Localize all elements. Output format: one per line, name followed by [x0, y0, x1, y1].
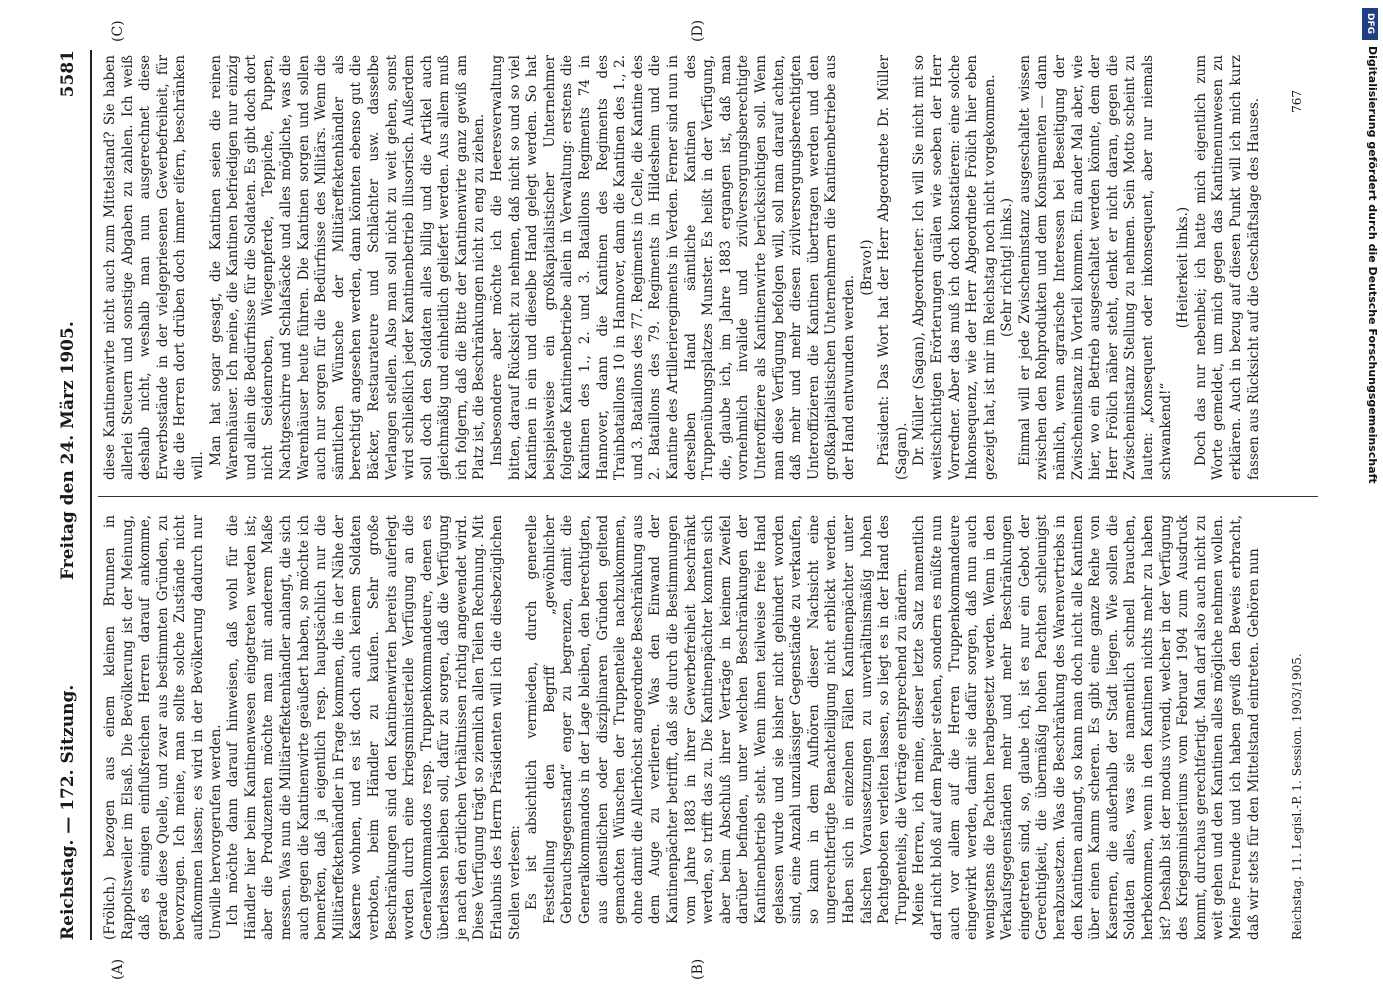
paragraph: diese Kantinenwirte nicht auch zum Mittelstand? Sie haben allerlei Steuern und sonstige Abgaben zu zahlen. Ich weiß deshalb nicht, weshalb man nun ausgerechnet diese Erwerbsstände in der vielgepriesenen Gewerbefreiheit, für die die Herren dort drüben doch immer eifern, beschränken will.: [102, 55, 206, 480]
interjection: (Sehr richtig! links.): [999, 197, 1016, 338]
interjection: (Bravo!): [858, 239, 875, 296]
column-divider: [98, 496, 1318, 497]
left-column: [102, 515, 1263, 940]
footer-source: Reichstag. 11. Legisl.-P. 1. Session. 1903/1905.: [1290, 653, 1304, 940]
page-footer: [1290, 50, 1304, 940]
page-number: 5581: [58, 50, 78, 98]
quoted-paragraph: Es ist absichtlich vermieden, durch generelle Feststellung den Begriff „gewöhnlicher Gebrauchsgegenstand“ enger zu begrenzen, damit die Generalkommandos in der Lage bleiben, den berechtigten, aus dienstlichen oder disziplinaren Gründen geltend gemachten Wünschen der Truppenteile nachzukommen, ohne damit die Allerhöchst angeordnete Beschränkung aus dem Auge zu verlieren. Was den Einwand der Kantinenpächter betrifft, daß sie durch die Bestimmungen vom Jahre 1883 in ihrer Gewerbefreiheit beschränkt werden, so trifft das zu. Die Kantinenpächter konnten sich aber beim Abschluß ihrer Verträge in keinem Zweifel darüber befinden, unter welchen Beschränkungen der Kantinenbetrieb steht. Wenn ihnen teilweise freie Hand gelassen wurde und sie bisher nicht gehindert worden sind, eine Anzahl unzulässiger Gegenstände zu verkaufen, so kann in dem Aufhören dieser Nachsicht eine ungerechtfertigte Benachteiligung nicht erblickt werden. Haben sich in einzelnen Fällen Kantinenpächter unter falschen Voraussetzungen zu unverhältnismäßig hohen Pachtgeboten verleiten lassen, so liegt es in der Hand des Truppenteils, die Verträge entsprechend zu ändern.: [524, 515, 910, 924]
margin-marker-c: (C): [110, 20, 126, 42]
paragraph: Meine Herren, ich meine, dieser letzte Satz namentlich darf nicht bloß auf dem Papier stehen, sondern es müßte nun auch vor allem auf die Herren Truppenkommandeure eingewirkt werden, damit sie dafür sorgen, daß nun auch wenigstens die Pachten herabgesetzt werden. Wenn in den Verkaufsgegenständen mehr und mehr Beschränkungen eingetreten sind, so, glaube ich, ist es nur ein Gebot der Gerechtigkeit, die übermäßig hohen Pachten schleunigst herabzusetzen. Was die Beschränkung des Warenvertriebs in den Kantinen anlangt, so kann man doch nicht alle Kantinen über einen Kamm scheren. Es gibt eine ganze Reihe von Kasernen, die außerhalb der Stadt liegen. Wie sollen die Soldaten alles, was sie namentlich schnell brauchen, herbekommen, wenn in den Kantinen nichts mehr zu haben ist? Deshalb ist der modus vivendi, welcher in der Verfügung des Kriegsministeriums vom Februar 1904 zum Ausdruck kommt, durchaus gerechtfertigt. Man darf also auch nicht zu weit gehen und den Kantinen alles mögliche nehmen wollen. Meine Freunde und ich haben gewiß den Beweis erbracht, daß wir stets für den Mittelstand eintreten. Gehören nun: [911, 515, 1262, 940]
page-header: [50, 50, 92, 940]
paragraph: Doch das nur nebenbei; ich hatte mich eigentlich zum Worte gemeldet, um mich gegen das Kantinenunwesen zu erklären. Auch in bezug auf diesen Punkt will ich mich kurz fassen aus Rücksicht auf die Geschäftslage des Hauses.: [1192, 55, 1262, 480]
header-left: Reichstag. — 172. Sitzung.: [58, 684, 78, 940]
dfg-logo: DFG: [1362, 8, 1378, 40]
paragraph: Einmal will er jede Zwischeninstanz ausgeschaltet wissen zwischen den Rohprodukten und dem Konsumenten — dann nämlich, wenn agrarische Interessen bei Beseitigung der Zwischeninstanz in Vorteil kommen. Ein ander Mal aber, wie hier, wo ein Betrieb ausgeschaltet werden könnte, dem der Herr Frölich näher steht, denkt er nicht daran, gegen die Zwischeninstanz Stellung zu nehmen. Sein Motto scheint zu lauten: „Konsequent oder inkonsequent, aber nur niemals schwankend!“: [1016, 55, 1174, 480]
margin-marker-d: (D): [690, 19, 706, 42]
paragraph: Ich möchte dann darauf hinweisen, daß wohl für die Händler hier beim Kantinenwesen eingetreten werden ist; aber die Produzenten möchte man mit anderem Maße messen. Was nun die Militäreffektenhändler anlangt, die sich auch gegen die Kantinenwirte geäußert haben, so möchte ich bemerken, daß ja eigentlich resp. hauptsächlich nur die Militäreffektenhändler in Frage kommen, die in der Nähe der Kaserne wohnen, und es ist doch auch keinem Soldaten verboten, beim Händler zu kaufen. Sehr große Beschränkungen sind den Kantinenwirten bereits auferlegt worden durch eine kriegsministerielle Verfügung an die Generalkommandos resp. Truppenkommandeure, denen es überlassen bleiben soll, dafür zu sorgen, daß die Verfügung je nach den örtlichen Verhältnissen richtig angewendet wird. Diese Verfügung trägt so ziemlich allen Teilen Rechnung. Mit Erlaubnis des Herrn Präsidenten will ich die diesbezüglichen Stellen verlesen:: [225, 515, 523, 940]
dfg-credit: [1361, 6, 1379, 996]
margin-marker-a: (A): [110, 958, 126, 980]
paragraph: Insbesondere aber möchte ich die Heeresverwaltung bitten, darauf Rücksicht zu nehmen, daß nicht so und so viel Kantinen in ein und dieselbe Hand gelegt werden. So hat beispielsweise ein großkapitalistischer Unternehmer folgende Kantinenbetriebe allein in Verwaltung: erstens die Kantinen des 1., 2. und 3. Bataillons Regiments 74 in Hannover, dann die Kantinen des Regiments des Trainbataillons 10 in Hannover, dann die Kantinen des 1., 2. und 3. Bataillons des 77. Regiments in Celle, die Kantine des 2. Bataillons des 79. Regiments in Hildesheim und die Kantine des Artillerieregiments in Verden. Ferner sind nun in derselben Hand sämtliche Kantinen des Truppenübungsplatzes Munster. Es heißt in der Verfügung, die, glaube ich, im Jahre 1883 ergangen ist, daß man vornehmlich invalide und zivilversorgungsberechtigte Unteroffiziere als Kantinenwirte berücksichtigen soll. Wenn man diese Verfügung befolgen will, soll man darauf achten, daß mehr und mehr diesen zivilversorgungsberechtigten Unteroffizieren die Kantinen übertragen werden und den großkapitalistischen Unternehmern die Kantinenbetriebe aus der Hand entwunden werden.: [489, 55, 857, 480]
right-column: [102, 55, 1263, 480]
paragraph: (Frölich.) bezogen aus einem kleinen Brunnen in Rappoltsweiler im Elsaß. Die Bevölkerung ist der Meinung, daß es einigen einflußreichen Herren darauf ankomme, gerade diese Quelle, und zwar aus bestimmten Gründen, zu bevorzugen. Ich meine, man sollte solche Zustände nicht aufkommen lassen; es wird in der Bevölkerung dadurch nur Unwille hervorgerufen werden.: [102, 515, 224, 940]
margin-marker-b: (B): [690, 958, 706, 980]
paragraph: Man hat sogar gesagt, die Kantinen seien die reinen Warenhäuser. Ich meine, die Kantinen befriedigen nur einzig und allein die Bedürfnisse für die Soldaten. Es gibt doch dort nicht Seidenroben, Wiegenpferde, Teppiche, Puppen, Nachtgeschirre und Schlafsäcke und alles mögliche, was die Warenhäuser heute führen. Die Kantinen sorgen und sollen auch nur sorgen für die Bedürfnisse des Militärs. Wenn die sämtlichen Wünsche der Militäreffektenhändler als berechtigt angesehen werden, dann könnten ebenso gut die Bäcker, Restaurateure und Schlächter usw. dasselbe Verlangen stellen. Also man soll nicht zu weit gehen, sonst wird schließlich jeder Kantinenbetrieb illusorisch. Außerdem soll doch den Soldaten alles billig und die Artikel auch gleichmäßig und einheitlich geliefert werden. Aus allem muß ich folgern, daß die Bitte der Kantinenwirte ganz gewiß am Platz ist, die Beschränkungen nicht zu eng zu ziehen.: [207, 55, 488, 480]
header-date: Freitag den 24. März 1905.: [58, 321, 78, 580]
speaker-paragraph: Dr. Müller (Sagan), Abgeordneter: Ich will Sie nicht mit so weitschichtigen Erörterungen quälen wie soeben der Herr Vorredner. Aber das muß ich doch konstatieren: eine solche Inkonsequenz, wie der Herr Abgeordnete Frölich hier eben gezeigt hat, ist mir im Reichstag noch nicht vorgekommen.: [911, 55, 998, 480]
page-body: [50, 19, 1350, 980]
speaker-paragraph: Präsident: Das Wort hat der Herr Abgeordnete Dr. Müller (Sagan).: [876, 55, 910, 480]
interjection: (Heiterkeit links.): [1175, 206, 1192, 329]
dfg-credit-text: Digitalisierung gefördert durch die Deutsche Forschungsgemeinschaft: [1366, 46, 1379, 484]
footer-page: 767: [1290, 90, 1304, 113]
